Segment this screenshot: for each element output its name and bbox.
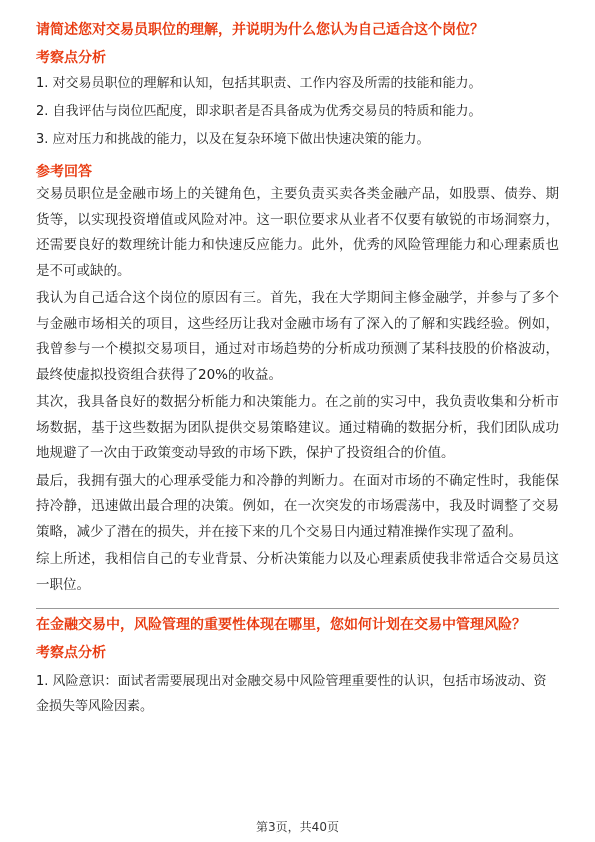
answer-paragraph: 综上所述，我相信自己的专业背景、分析决策能力以及心理素质使我非常适合交易员这一职位。 bbox=[36, 551, 559, 593]
analysis-point: 2. 自我评估与岗位匹配度，即求职者是否具备成为优秀交易员的特质和能力。 bbox=[36, 104, 482, 119]
answer-paragraph: 其次，我具备良好的数据分析能力和决策能力。在之前的实习中，我负责收集和分析市场数据，基于这些数据为团队提供交易策略建议。通过精确的数据分析，我们团队成功地规避了一次由于政策变动导致的市场下跌，保护了投资组合的价值。 bbox=[36, 394, 559, 461]
section-divider bbox=[36, 608, 559, 609]
answer-paragraph: 最后，我拥有强大的心理承受能力和冷静的判断力。在面对市场的不确定性时，我能保持冷静，迅速做出最合理的决策。例如，在一次突发的市场震荡中，我及时调整了交易策略，减少了潜在的损失，并在接下来的几个交易日内通过精准操作实现了盈利。 bbox=[36, 472, 559, 540]
question-title: 请简述您对交易员职位的理解，并说明为什么您认为自己适合这个岗位？ bbox=[36, 22, 484, 38]
question-title: 在金融交易中，风险管理的重要性体现在哪里，您如何计划在交易中管理风险？ bbox=[36, 617, 526, 633]
question-section-2 bbox=[36, 615, 559, 719]
analysis-point: 1. 对交易员职位的理解和认知，包括其职责、工作内容及所需的技能和能力。 bbox=[36, 76, 482, 91]
page-number: 第3页，共40页 bbox=[256, 820, 339, 834]
analysis-heading: 考察点分析 bbox=[36, 50, 106, 66]
document-page bbox=[36, 14, 559, 727]
question-section-1 bbox=[36, 20, 559, 598]
analysis-point: 1. 风险意识：面试者需要展现出对金融交易中风险管理重要性的认识，包括市场波动、资金损失等风险因素。 bbox=[36, 674, 547, 714]
answer-heading: 参考回答 bbox=[36, 164, 92, 180]
answer-paragraph: 交易员职位是金融市场上的关键角色，主要负责买卖各类金融产品，如股票、债券、期货等，以实现投资增值或风险对冲。这一职位要求从业者不仅要有敏锐的市场洞察力，还需要良好的数理统计能力和快速反应能力。此外，优秀的风险管理能力和心理素质也是不可或缺的。 bbox=[36, 186, 559, 279]
answer-paragraph: 我认为自己适合这个岗位的原因有三。首先，我在大学期间主修金融学，并参与了多个与金融市场相关的项目，这些经历让我对金融市场有了深入的了解和实践经验。例如，我曾参与一个模拟交易项目，通过对市场趋势的分析成功预测了某科技股的价格波动，最终使虚拟投资组合获得了20%的收益。 bbox=[36, 290, 559, 383]
analysis-point: 3. 应对压力和挑战的能力，以及在复杂环境下做出快速决策的能力。 bbox=[36, 132, 430, 147]
analysis-heading: 考察点分析 bbox=[36, 645, 106, 661]
